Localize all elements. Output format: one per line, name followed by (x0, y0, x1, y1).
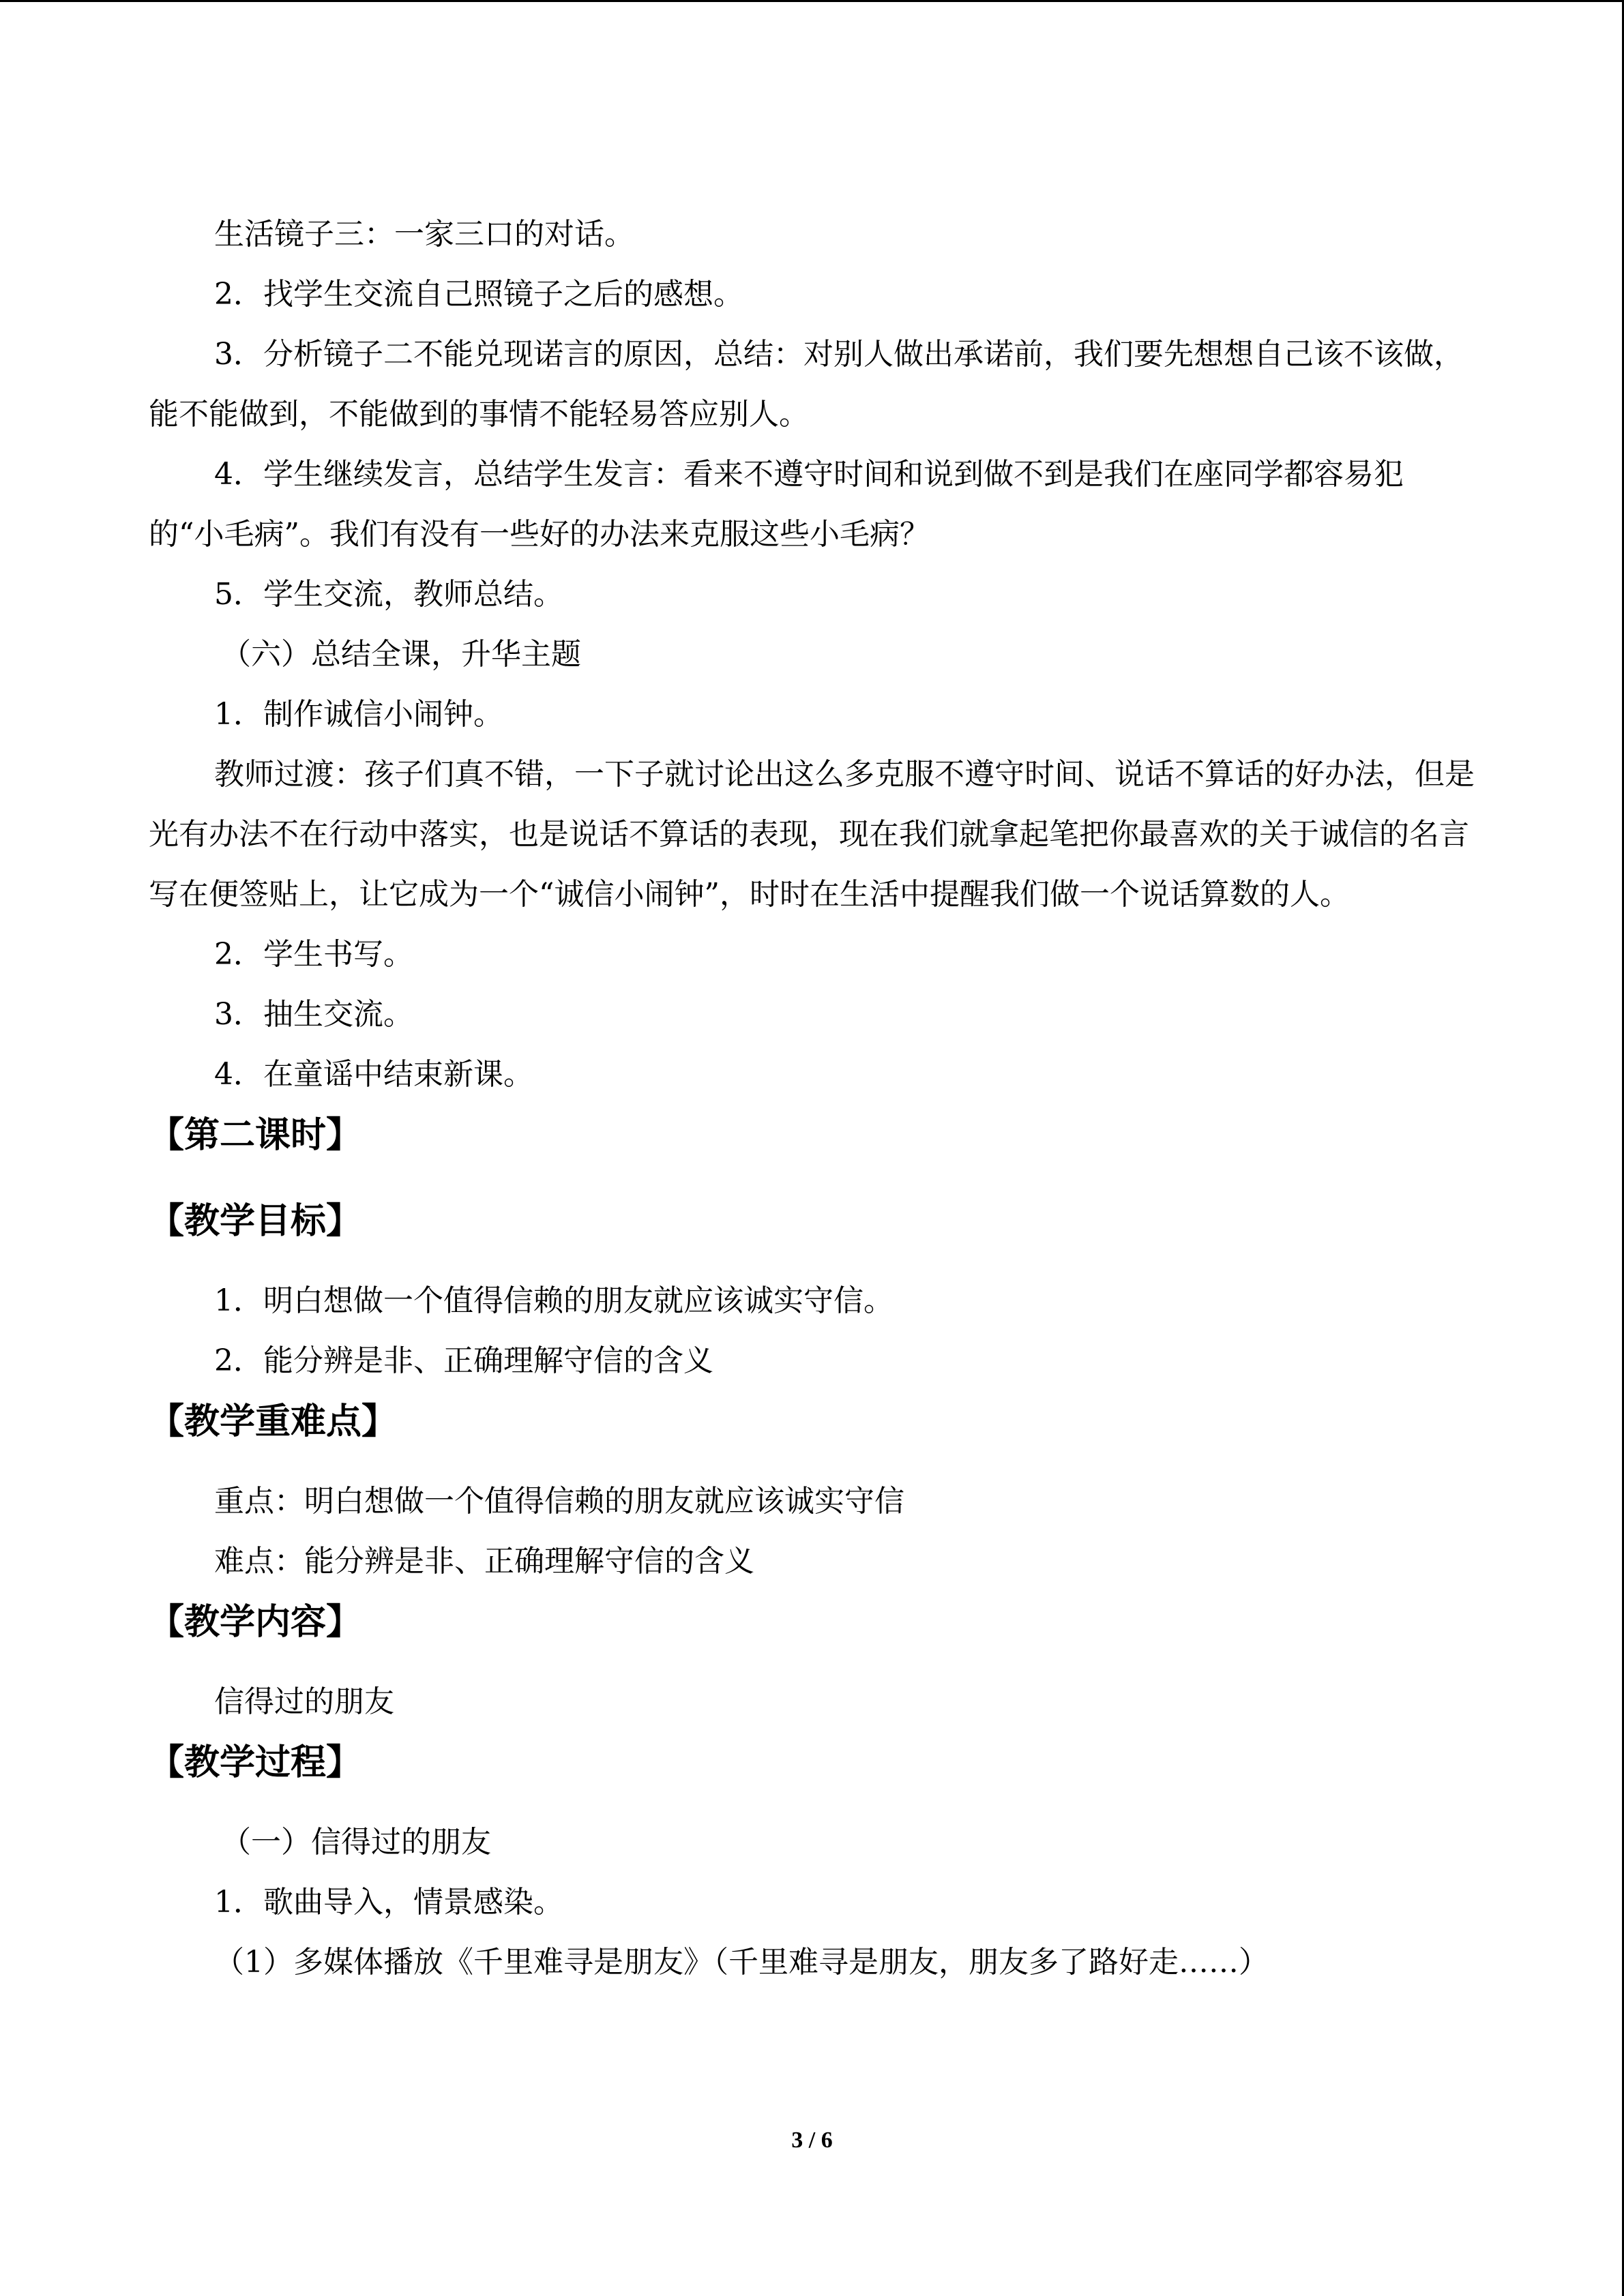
keypoint-item: 难点：能分辨是非、正确理解守信的含义 (214, 1544, 754, 1579)
top-border-line (0, 0, 1624, 2)
heading-key-points: 【教学重难点】 (149, 1401, 398, 1442)
paragraph: 教师过渡：孩子们真不错，一下子就讨论出这么多克服不遵守时间、说话不算话的好办法，但是光有办法不在行动中落实，也是说话不算话的表现，现在我们就拿起笔把你最喜欢的关于诚信的名言写在便签贴上，让它成为一个“诚信小闹钟”，时时在生活中提醒我们做一个说话算数的人。 (149, 757, 1475, 912)
content-item: 信得过的朋友 (214, 1684, 394, 1719)
paragraph: 3．分析镜子二不能兑现诺言的原因，总结：对别人做出承诺前，我们要先想想自己该不该做，能不能做到，不能做到的事情不能轻易答应别人。 (149, 337, 1464, 432)
paragraph: 3．抽生交流。 (214, 997, 413, 1032)
heading-second-period: 【第二课时】 (149, 1115, 362, 1156)
keypoint-item: 重点：明白想做一个值得信赖的朋友就应该诚实守信 (214, 1484, 904, 1519)
paragraph: 1．制作诚信小闹钟。 (214, 697, 503, 732)
document-body (149, 205, 1479, 1993)
paragraph: 5．学生交流，教师总结。 (214, 577, 563, 612)
heading-teaching-process: 【教学过程】 (149, 1742, 362, 1783)
paragraph: 4．学生继续发言，总结学生发言：看来不遵守时间和说到做不到是我们在座同学都容易犯的“小毛病”。我们有没有一些好的办法来克服这些小毛病？ (149, 457, 1404, 552)
page-number: 3 / 6 (791, 2128, 833, 2153)
paragraph: 4．在童谣中结束新课。 (214, 1057, 533, 1092)
paragraph: 生活镜子三：一家三口的对话。 (214, 217, 634, 252)
process-item: （1）多媒体播放《千里难寻是朋友》（千里难寻是朋友，朋友多了路好走……） (214, 1945, 1269, 1980)
process-item: 1．歌曲导入，情景感染。 (214, 1885, 563, 1920)
process-subheading: （一）信得过的朋友 (221, 1825, 491, 1860)
heading-teaching-content: 【教学内容】 (149, 1602, 362, 1643)
goal-item: 2．能分辨是非、正确理解守信的含义 (214, 1343, 713, 1378)
paragraph: 2．学生书写。 (214, 937, 413, 972)
goal-item: 1．明白想做一个值得信赖的朋友就应该诚实守信。 (214, 1283, 894, 1318)
section-subheading: （六）总结全课，升华主题 (221, 637, 581, 672)
paragraph: 2．找学生交流自己照镜子之后的感想。 (214, 277, 743, 312)
heading-teaching-goals: 【教学目标】 (149, 1201, 362, 1242)
